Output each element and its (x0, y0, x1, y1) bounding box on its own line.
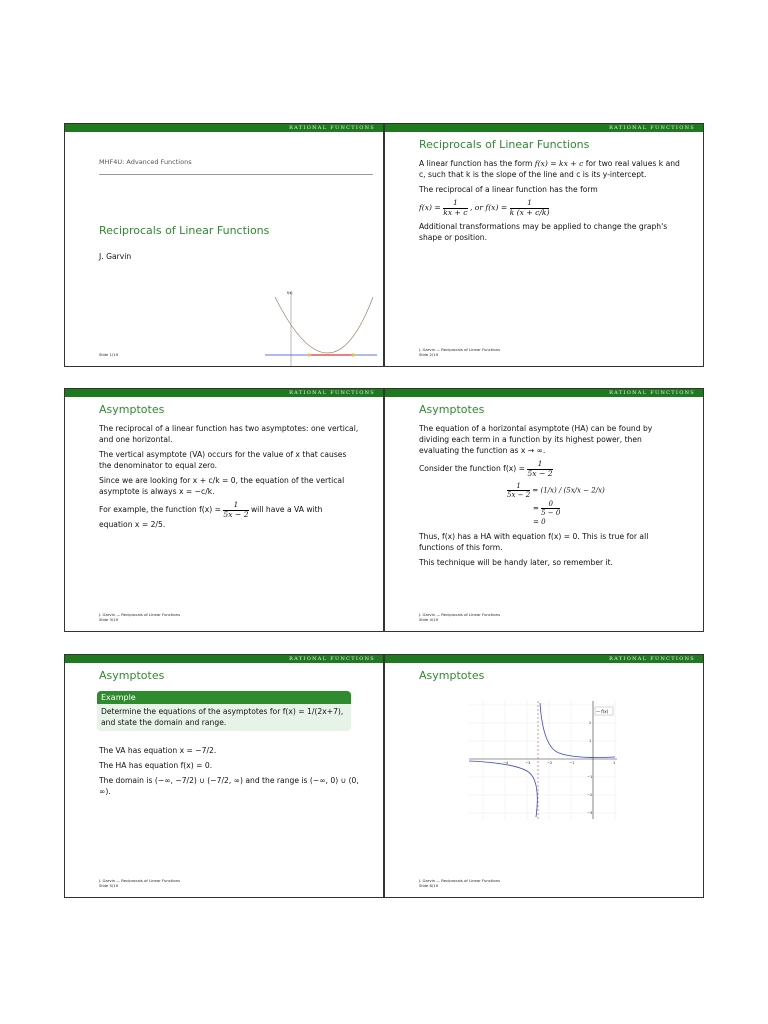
course-label: MHF4U: Advanced Functions (99, 158, 192, 166)
paragraph: Thus, f(x) has a HA with equation f(x) = 0. This is true for all functions of this form. (419, 532, 649, 553)
paragraph: Additional transformations may be applied to change the graph's shape or position. (419, 222, 668, 243)
slide-3 (64, 388, 384, 632)
x-tick-label: 1 (613, 761, 616, 765)
slide-header: RATIONAL FUNCTIONS (385, 124, 703, 132)
y-tick-label: 2 (589, 721, 592, 725)
author: J. Garvin (99, 252, 132, 261)
x-tick-label: −3 (525, 761, 531, 765)
divider (99, 174, 373, 175)
root-point (351, 353, 354, 356)
slide-title: Asymptotes (99, 403, 165, 416)
formula: f(x) = $\frac{1}{kx + c}$ , or f(x) = $\frac{1}{k (x + c/k)}$ (419, 198, 550, 217)
slide-number: Slide 1/19 (99, 352, 118, 358)
paragraph: The HA has equation f(x) = 0. (99, 761, 213, 770)
axis-label: f(x) (287, 291, 293, 295)
root-point (307, 353, 310, 356)
x-tick-label: −4 (503, 761, 509, 765)
reciprocal-graph (469, 701, 617, 819)
slide-body (419, 423, 681, 572)
paragraph: The domain is (−∞, −7/2) ∪ (−7/2, ∞) and the range is (−∞, 0) ∪ (0, ∞). (99, 776, 359, 796)
paragraph: Consider the function f(x) = $\frac{1}{5x - 2}$ (419, 459, 553, 478)
slide-header: RATIONAL FUNCTIONS (385, 655, 703, 663)
slide-title: Reciprocals of Linear Functions (419, 138, 590, 151)
slide-body (99, 745, 361, 801)
slide-header: RATIONAL FUNCTIONS (385, 389, 703, 397)
legend-label: — f(x) (596, 709, 609, 714)
slide-title: Asymptotes (419, 669, 485, 682)
slide-header: RATIONAL FUNCTIONS (65, 389, 383, 397)
paragraph: Since we are looking for x + c/k = 0, the equation of the vertical asymptote is always x = −c/k. (99, 476, 345, 496)
slide-5 (64, 654, 384, 898)
example-title: Example (97, 691, 351, 704)
slide-title: Asymptotes (419, 403, 485, 416)
slide-footer: J. Garvin — Reciprocals of Linear Functions Slide 3/19 (99, 612, 181, 623)
slide-4 (384, 388, 704, 632)
paragraph: The VA has equation x = −7/2. (99, 746, 217, 755)
slide-body (419, 158, 681, 247)
slide-footer: J. Garvin — Reciprocals of Linear Functions Slide 6/19 (419, 878, 501, 889)
paragraph: A linear function has the form f(x) = kx + c for two real values k and c, such that k is the slope of the line and c is its y-intercept. (419, 159, 680, 179)
paragraph: For example, the function f(x) = $\frac{1}{5x - 2}$ will have a VA with equation x = 2/5. (99, 500, 323, 530)
slide-footer: J. Garvin — Reciprocals of Linear Functions Slide 4/19 (419, 612, 501, 623)
slide-6 (384, 654, 704, 898)
paragraph: The reciprocal of a linear function has two asymptotes: one vertical, and one horizontal. (99, 424, 359, 444)
parabola-curve (275, 297, 373, 353)
y-tick-label: −1 (587, 775, 593, 779)
paragraph: The reciprocal of a linear function has the form (419, 185, 598, 194)
slide-2 (384, 123, 704, 367)
slide-body (99, 423, 361, 534)
paragraph: The vertical asymptote (VA) occurs for the value of x that causes the denominator to equal zero. (99, 450, 347, 470)
x-tick-label: −1 (569, 761, 575, 765)
slide-footer: J. Garvin — Reciprocals of Linear Functions Slide 5/19 (99, 878, 181, 889)
slide-title: Asymptotes (99, 669, 165, 682)
slide-header: RATIONAL FUNCTIONS (65, 124, 383, 132)
paragraph: This technique will be handy later, so remember it. (419, 558, 614, 568)
y-tick-label: 1 (589, 739, 592, 743)
slide-header: RATIONAL FUNCTIONS (65, 655, 383, 663)
slide-title: Reciprocals of Linear Functions (99, 224, 270, 237)
y-tick-label: −2 (587, 793, 593, 797)
slide-footer: J. Garvin — Reciprocals of Linear Functions Slide 2/19 (419, 347, 501, 358)
example-text: Determine the equations of the asymptotes for f(x) = 1/(2x+7), and state the domain and range. (97, 704, 351, 731)
parabola-graph (261, 289, 381, 367)
paragraph: The equation of a horizontal asymptote (HA) can be found by dividing each term in a function by its highest power, then evaluating the function as x → ∞. (419, 424, 653, 455)
x-tick-label: −2 (547, 761, 553, 765)
y-tick-label: −3 (587, 811, 593, 815)
example-block (97, 691, 351, 731)
slide-1 (64, 123, 384, 367)
derivation: $\frac{1}{5x - 2}$ = (1/x) / (5x/x − 2/x) = $\frac{0}{5 - 0}$ = 0 (507, 482, 605, 526)
